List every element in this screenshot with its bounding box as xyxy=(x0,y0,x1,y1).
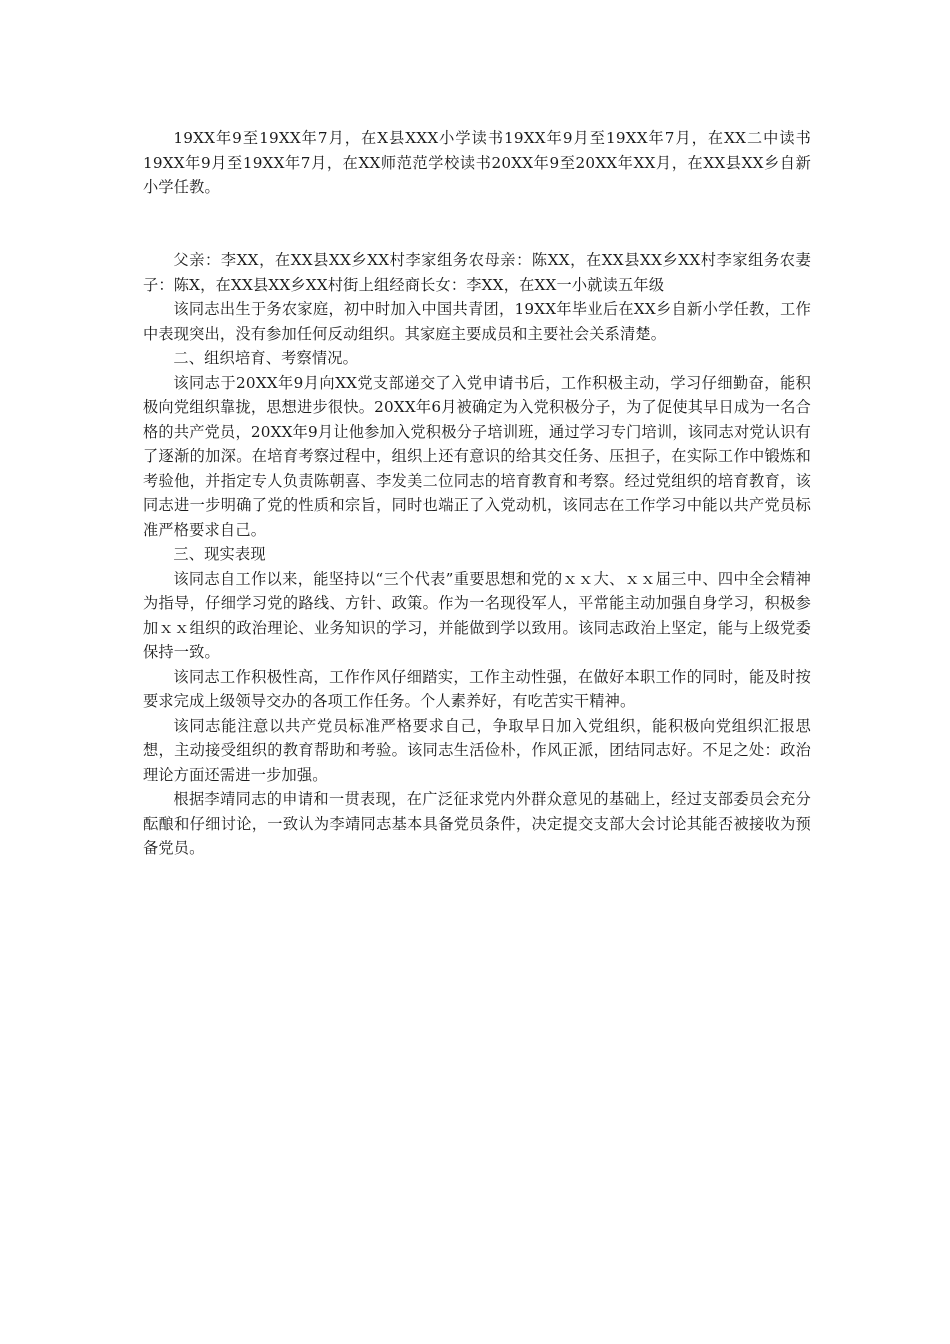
main-text-block xyxy=(143,248,811,861)
family-members-paragraph: 父亲：李XX，在XX县XX乡XX村李家组务农母亲：陈XX，在XX县XX乡XX村李家组务农妻子：陈X，在XX县XX乡XX村街上组经商长女：李XX，在XX一小就读五年级 xyxy=(143,251,811,294)
performance-paragraph-3: 该同志能注意以共产党员标准严格要求自己，争取早日加入党组织，能积极向党组织汇报思想，主动接受组织的教育帮助和考验。该同志生活俭朴，作风正派，团结同志好。不足之处：政治理论方面还需进一步加强。 xyxy=(143,716,811,784)
training-paragraph: 该同志于20XX年9月向XX党支部递交了入党申请书后，工作积极主动，学习仔细勤奋，能积极向党组织靠拢，思想进步很快。20XX年6月被确定为入党积极分子，为了促使其早日成为一名合格的共产党员，20XX年9月让他参加入党积极分子培训班，通过学习专门培训，该同志对党认识有了逐渐的加深。在培育考察过程中，组织上还有意识的给其交任务、压担子，在实际工作中锻炼和考验他，并指定专人负责陈朝喜、李发美二位同志的培育教育和考察。经过党组织的培育教育，该同志进一步明确了党的性质和宗旨，同时也端正了入党动机，该同志在工作学习中能以共产党员标准严格要求自己。 xyxy=(143,373,811,539)
conclusion-paragraph: 根据李靖同志的申请和一贯表现，在广泛征求党内外群众意见的基础上，经过支部委员会充分酝酿和仔细讨论，一致认为李靖同志基本具备党员条件，决定提交支部大会讨论其能否被接收为预备党员。 xyxy=(143,790,811,857)
education-history-block xyxy=(143,126,811,200)
background-paragraph: 该同志出生于务农家庭，初中时加入中国共青团，19XX年毕业后在XX乡自新小学任教，工作中表现突出，没有参加任何反动组织。其家庭主要成员和主要社会关系清楚。 xyxy=(143,300,811,343)
performance-paragraph-2: 该同志工作积极性高，工作作风仔细踏实，工作主动性强，在做好本职工作的同时，能及时按要求完成上级领导交办的各项工作任务。个人素养好，有吃苦实干精神。 xyxy=(143,667,811,710)
education-paragraph: 19XX年9至19XX年7月，在X县XXX小学读书19XX年9月至19XX年7月，在XX二中读书19XX年9月至19XX年7月，在XX师范范学校读书20XX年9至20XX年XX月，在XX县XX乡自新小学任教。 xyxy=(143,129,811,196)
performance-paragraph-1: 该同志自工作以来，能坚持以“三个代表”重要思想和党的ｘｘ大、ｘｘ届三中、四中全会精神为指导，仔细学习党的路线、方针、政策。作为一名现役军人，平常能主动加强自身学习，积极参加ｘｘ组织的政治理论、业务知识的学习，并能做到学以致用。该同志政治上坚定，能与上级党委保持一致。 xyxy=(143,569,811,661)
section-heading-training: 二、组织培育、考察情况。 xyxy=(173,349,359,367)
section-heading-performance: 三、现实表现 xyxy=(173,545,266,563)
